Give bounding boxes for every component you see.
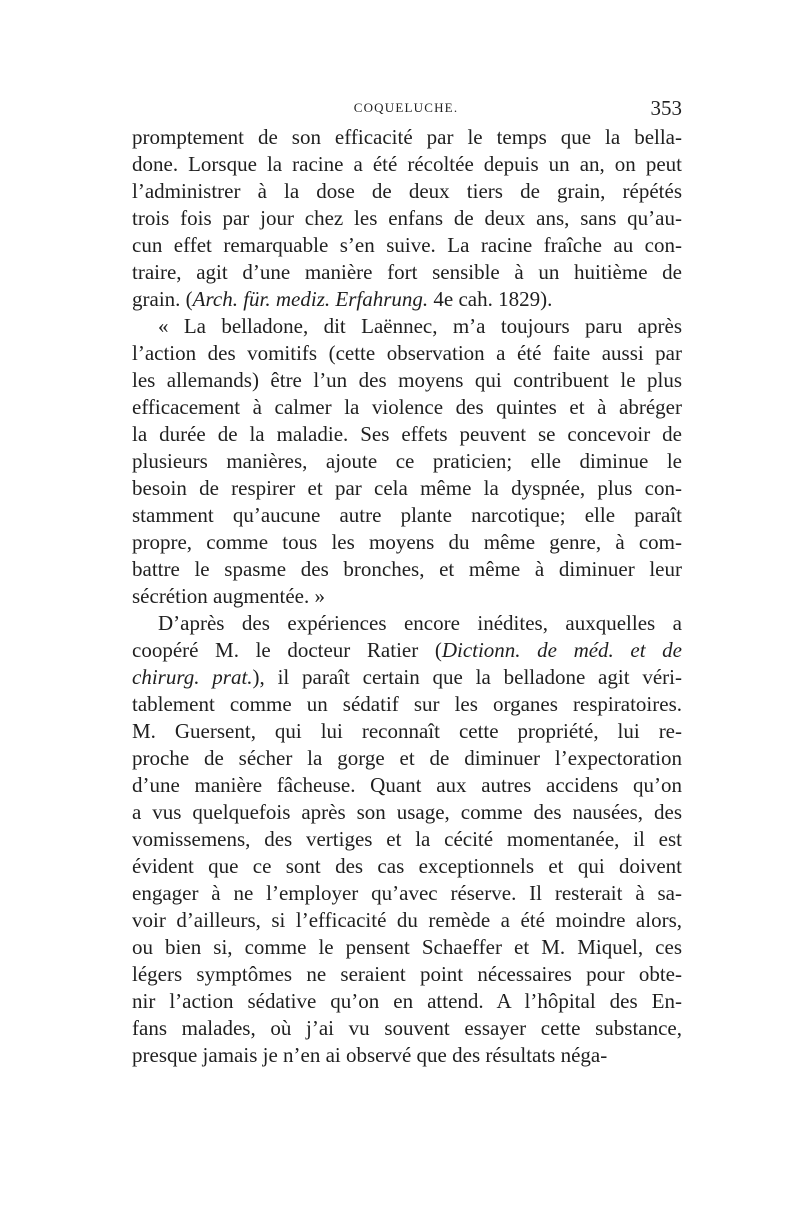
text-segment: proche de sécher la gorge et de diminuer l’expectoration [132,746,682,770]
text-line [132,853,682,880]
text-line [132,394,682,421]
text-segment: l’action des vomitifs (cette observation a été faite aussi par [132,341,682,365]
text-segment: nir l’action sédative qu’on en attend. A l’hôpital des En- [132,989,682,1013]
text-segment: stamment qu’aucune autre plante narcotique; elle paraît [132,503,682,527]
text-segment: la durée de la maladie. Ses effets peuvent se concevoir de [132,422,682,446]
text-segment: les allemands) être l’un des moyens qui contribuent le plus [132,368,682,392]
text-segment: trois fois par jour chez les enfans de deux ans, sans qu’au- [132,206,682,230]
text-segment: plusieurs manières, ajoute ce praticien; elle diminue le [132,449,682,473]
text-line [132,124,682,151]
text-segment: 4e cah. 1829). [428,287,553,311]
running-head [130,96,682,124]
text-segment: vomissemens, des vertiges et la cécité momentanée, il est [132,827,682,851]
text-segment: besoin de respirer et par cela même la dyspnée, plus con- [132,476,682,500]
text-line [132,826,682,853]
text-segment: cun effet remarquable s’en suive. La racine fraîche au con- [132,233,682,257]
text-segment: évident que ce sont des cas exceptionnels et qui doivent [132,854,682,878]
text-line [132,934,682,961]
text-line [132,367,682,394]
text-segment: l’administrer à la dose de deux tiers de grain, répétés [132,179,682,203]
text-line [132,988,682,1015]
text-line [132,691,682,718]
text-segment: efficacement à calmer la violence des quintes et à abréger [132,395,682,419]
text-line [132,880,682,907]
text-segment: presque jamais je n’en ai observé que des résultats néga- [132,1043,608,1067]
text-segment: promptement de son efficacité par le temps que la bella- [132,125,682,149]
italic-citation: Dictionn. de méd. et de [441,638,682,662]
text-line [132,205,682,232]
text-segment: propre, comme tous les moyens du même genre, à com- [132,530,682,554]
text-line [132,772,682,799]
text-line [132,1042,682,1069]
text-segment: ), il paraît certain que la belladone agit véri- [252,665,682,689]
text-segment: légers symptômes ne seraient point nécessaires pour obte- [132,962,682,986]
text-segment: voir d’ailleurs, si l’efficacité du remède a été moindre alors, [132,908,682,932]
text-line [132,529,682,556]
text-line [132,664,682,691]
text-line [132,502,682,529]
text-line [132,556,682,583]
italic-citation: chirurg. prat. [132,665,253,689]
page-number: 353 [650,96,682,120]
text-line [132,232,682,259]
text-line [132,961,682,988]
text-line [132,178,682,205]
paragraph [132,124,682,313]
text-segment: M. Guersent, qui lui reconnaît cette propriété, lui re- [132,719,682,743]
text-line [132,799,682,826]
text-segment: fans malades, où j’ai vu souvent essayer cette substance, [132,1016,682,1040]
text-line [132,610,682,637]
text-line [132,583,682,610]
text-segment: engager à ne l’employer qu’avec réserve. Il resterait à sa- [132,881,682,905]
text-line [132,313,682,340]
text-segment: tablement comme un sédatif sur les organes respiratoires. [132,692,682,716]
text-segment: traire, agit d’une manière fort sensible à un huitième de [132,260,682,284]
text-segment: sécrétion augmentée. » [132,584,325,608]
text-line [132,448,682,475]
text-segment: battre le spasme des bronches, et même à diminuer leur [132,557,682,581]
text-line [132,421,682,448]
text-segment: done. Lorsque la racine a été récoltée depuis un an, on peut [132,152,682,176]
text-line [132,286,682,313]
text-line [132,1015,682,1042]
running-title: COQUELUCHE. [353,100,459,115]
text-line [132,745,682,772]
text-line [132,259,682,286]
text-segment: a vus quelquefois après son usage, comme des nausées, des [132,800,682,824]
paragraph [132,313,682,610]
text-segment: coopéré M. le docteur Ratier ( [132,638,442,662]
text-segment: grain. ( [132,287,193,311]
text-line [132,718,682,745]
text-segment: d’une manière fâcheuse. Quant aux autres accidens qu’on [132,773,682,797]
text-segment: D’après des expériences encore inédites, auxquelles a [158,611,682,635]
text-line [132,475,682,502]
text-line [132,151,682,178]
text-segment: « La belladone, dit Laënnec, m’a toujours paru après [158,314,682,338]
text-line [132,340,682,367]
text-line [132,907,682,934]
text-line [132,637,682,664]
body-text [132,124,682,1069]
italic-citation: Arch. für. mediz. Erfahrung. [192,287,429,311]
paragraph [132,610,682,1069]
text-segment: ou bien si, comme le pensent Schaeffer et M. Miquel, ces [132,935,682,959]
